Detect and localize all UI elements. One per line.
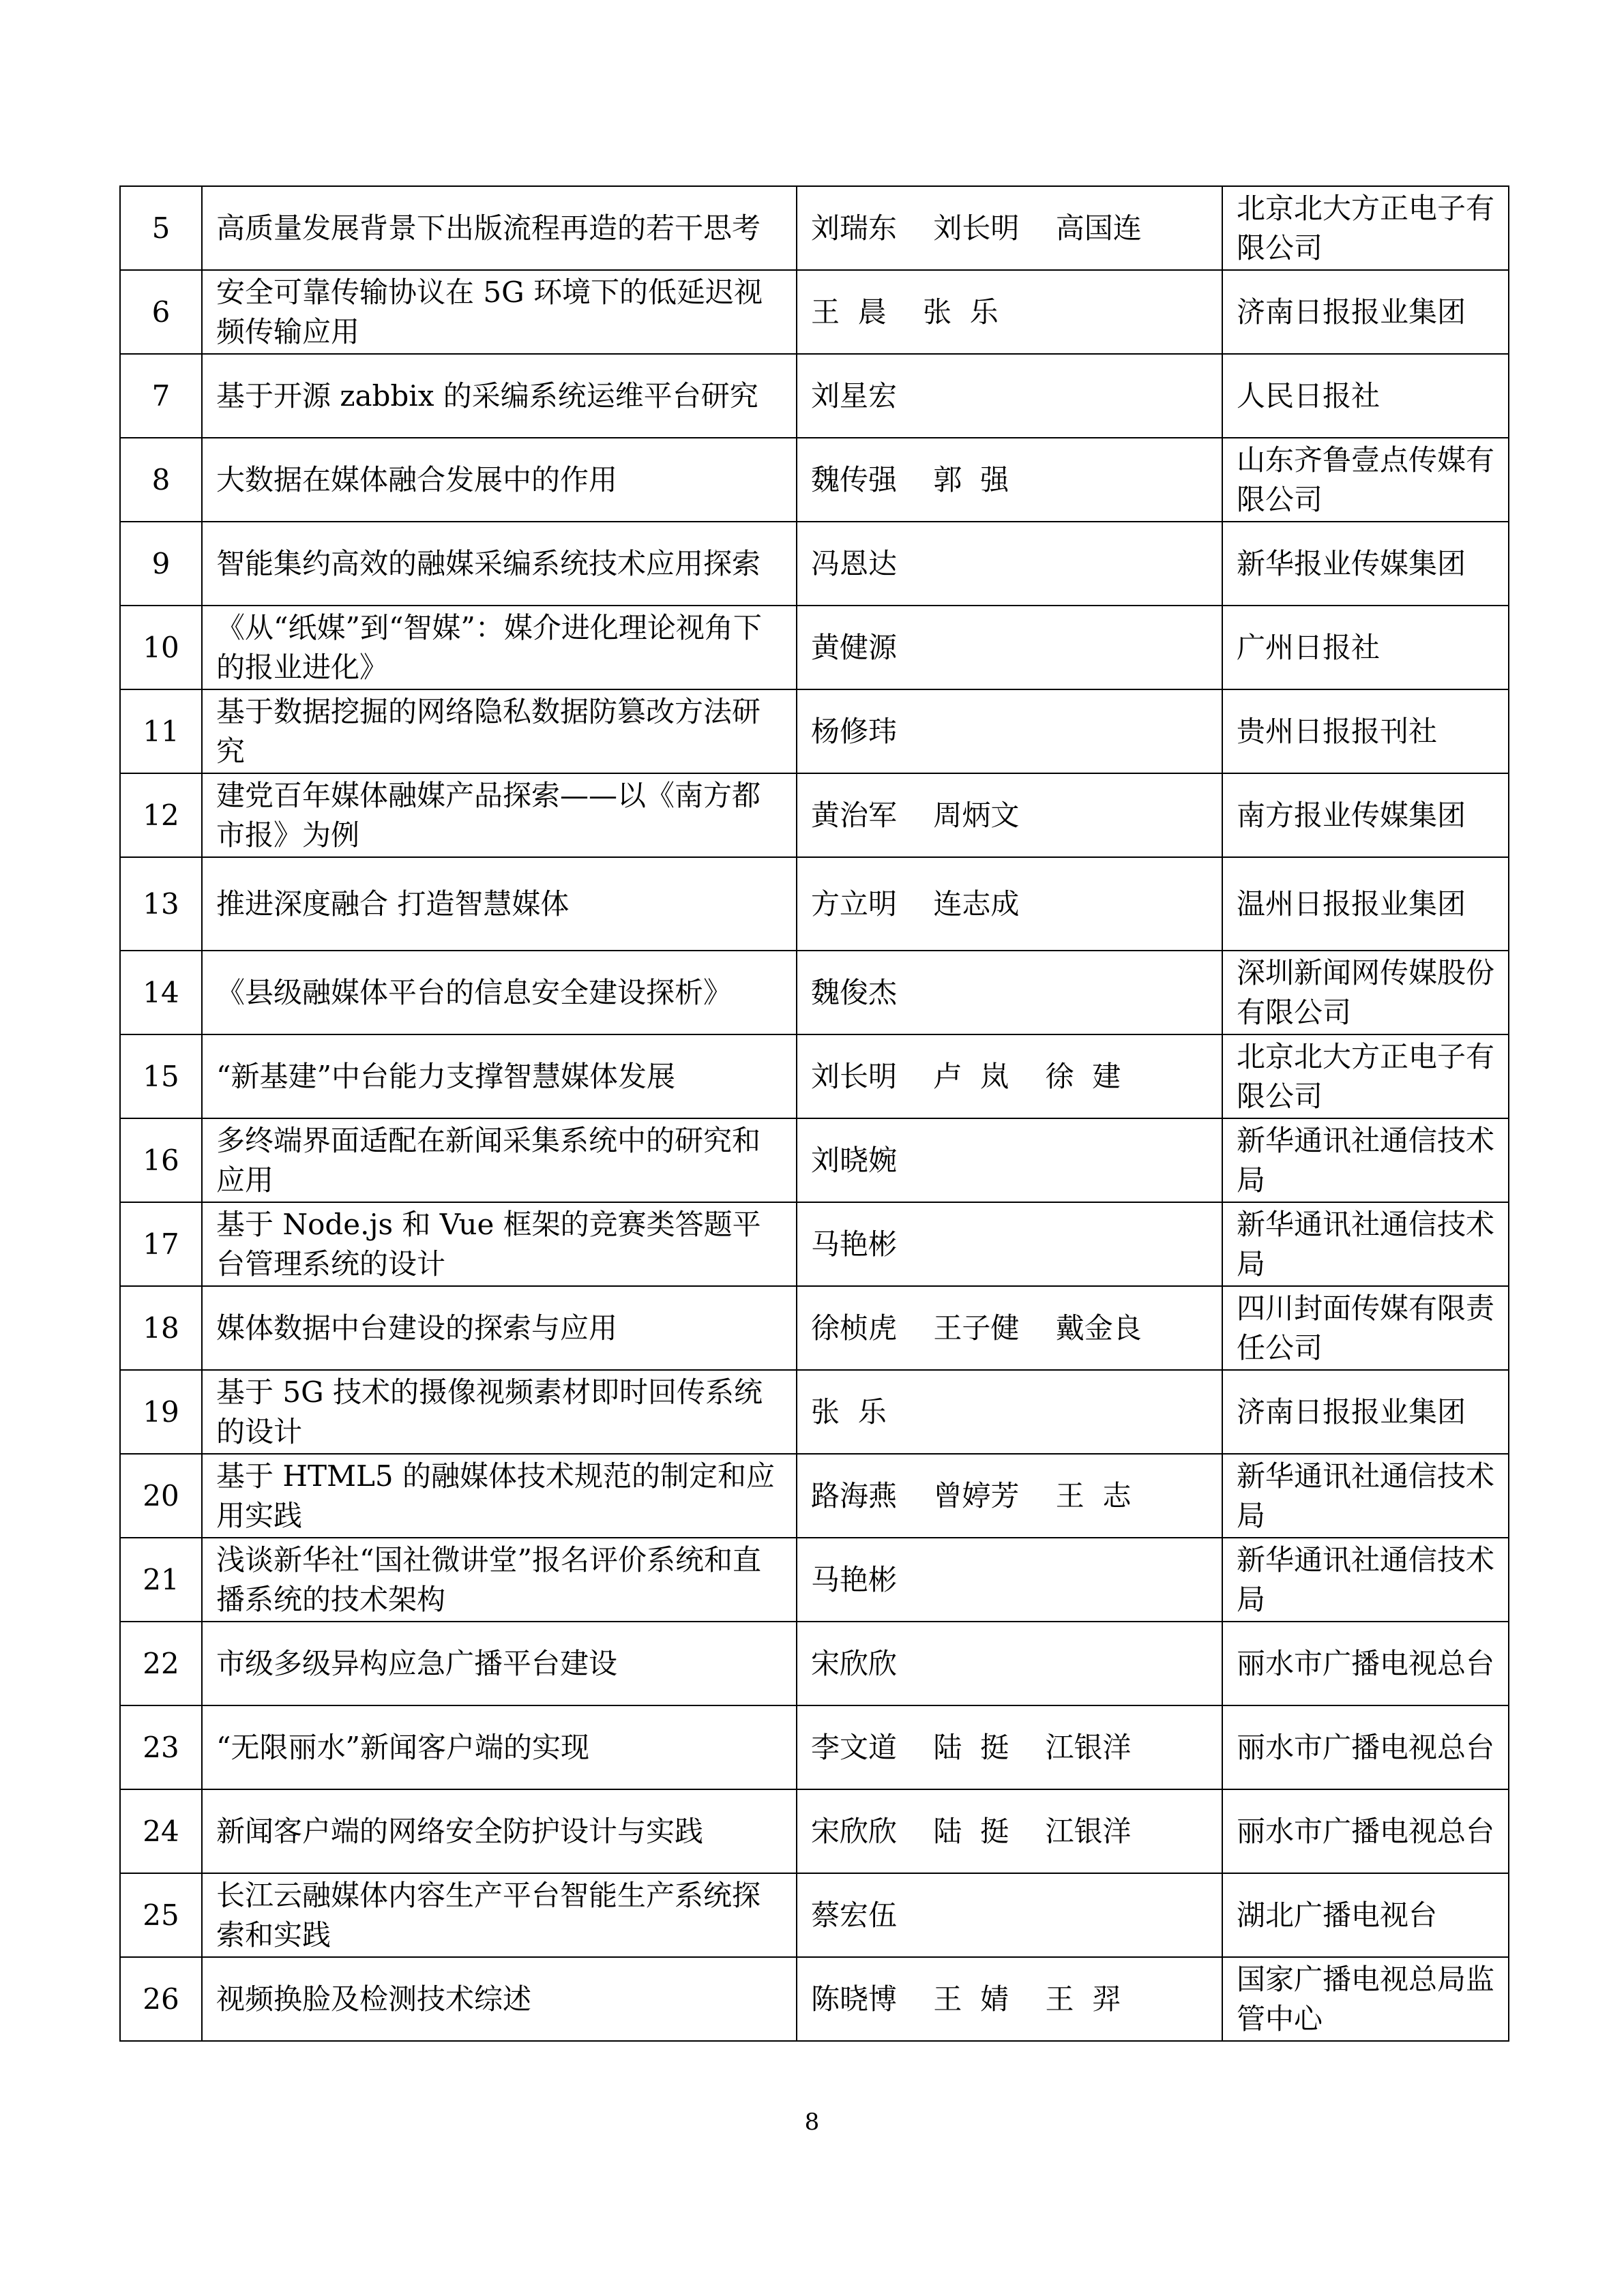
author-unit: 北京北大方正电子有限公司 xyxy=(1222,1034,1509,1118)
author-unit: 丽水市广播电视总台 xyxy=(1222,1705,1509,1789)
paper-title: 长江云融媒体内容生产平台智能生产系统探索和实践 xyxy=(202,1873,797,1957)
author-unit: 广州日报社 xyxy=(1222,606,1509,689)
table-row xyxy=(120,689,1509,773)
paper-authors: 王 晨 张 乐 xyxy=(797,270,1222,354)
author-unit: 济南日报报业集团 xyxy=(1222,1370,1509,1454)
table-row xyxy=(120,1789,1509,1873)
paper-title: 《县级融媒体平台的信息安全建设探析》 xyxy=(202,951,797,1034)
paper-title: 基于数据挖掘的网络隐私数据防篡改方法研究 xyxy=(202,689,797,773)
author-unit: 新华通讯社通信技术局 xyxy=(1222,1118,1509,1202)
row-number: 8 xyxy=(120,438,202,522)
table-row xyxy=(120,1873,1509,1957)
paper-authors: 杨修玮 xyxy=(797,689,1222,773)
table-row xyxy=(120,186,1509,270)
row-number: 18 xyxy=(120,1286,202,1370)
table-row xyxy=(120,1118,1509,1202)
author-unit: 贵州日报报刊社 xyxy=(1222,689,1509,773)
author-unit: 四川封面传媒有限责任公司 xyxy=(1222,1286,1509,1370)
row-number: 13 xyxy=(120,857,202,951)
row-number: 10 xyxy=(120,606,202,689)
paper-authors: 黄治军 周炳文 xyxy=(797,773,1222,857)
row-number: 5 xyxy=(120,186,202,270)
paper-title: 新闻客户端的网络安全防护设计与实践 xyxy=(202,1789,797,1873)
paper-authors: 李文道 陆 挺 江银洋 xyxy=(797,1705,1222,1789)
paper-authors: 陈晓博 王 婧 王 羿 xyxy=(797,1957,1222,2041)
row-number: 15 xyxy=(120,1034,202,1118)
paper-authors: 魏俊杰 xyxy=(797,951,1222,1034)
paper-authors: 方立明 连志成 xyxy=(797,857,1222,951)
author-unit: 山东齐鲁壹点传媒有限公司 xyxy=(1222,438,1509,522)
row-number: 19 xyxy=(120,1370,202,1454)
author-unit: 湖北广播电视台 xyxy=(1222,1873,1509,1957)
row-number: 6 xyxy=(120,270,202,354)
author-unit: 新华通讯社通信技术局 xyxy=(1222,1538,1509,1622)
table-row xyxy=(120,354,1509,438)
author-unit: 新华通讯社通信技术局 xyxy=(1222,1202,1509,1286)
row-number: 11 xyxy=(120,689,202,773)
table-row xyxy=(120,606,1509,689)
paper-authors: 马艳彬 xyxy=(797,1538,1222,1622)
author-unit: 国家广播电视总局监管中心 xyxy=(1222,1957,1509,2041)
paper-authors: 张 乐 xyxy=(797,1370,1222,1454)
table-row xyxy=(120,1957,1509,2041)
paper-list-body xyxy=(120,186,1509,2041)
paper-authors: 刘长明 卢 岚 徐 建 xyxy=(797,1034,1222,1118)
table-row xyxy=(120,1286,1509,1370)
author-unit: 新华报业传媒集团 xyxy=(1222,522,1509,606)
table-row xyxy=(120,773,1509,857)
paper-authors: 宋欣欣 xyxy=(797,1622,1222,1705)
table-row xyxy=(120,951,1509,1034)
table-row xyxy=(120,438,1509,522)
row-number: 14 xyxy=(120,951,202,1034)
author-unit: 温州日报报业集团 xyxy=(1222,857,1509,951)
paper-authors: 黄健源 xyxy=(797,606,1222,689)
paper-authors: 刘晓婉 xyxy=(797,1118,1222,1202)
author-unit: 济南日报报业集团 xyxy=(1222,270,1509,354)
paper-title: 推进深度融合 打造智慧媒体 xyxy=(202,857,797,951)
paper-authors: 路海燕 曾婷芳 王 志 xyxy=(797,1454,1222,1538)
author-unit: 人民日报社 xyxy=(1222,354,1509,438)
paper-title: 基于 HTML5 的融媒体技术规范的制定和应用实践 xyxy=(202,1454,797,1538)
paper-list-table xyxy=(119,185,1509,2042)
paper-title: 智能集约高效的融媒采编系统技术应用探索 xyxy=(202,522,797,606)
paper-title: 建党百年媒体融媒产品探索——以《南方都市报》为例 xyxy=(202,773,797,857)
paper-authors: 马艳彬 xyxy=(797,1202,1222,1286)
paper-authors: 徐桢虎 王子健 戴金良 xyxy=(797,1286,1222,1370)
paper-title: 安全可靠传输协议在 5G 环境下的低延迟视频传输应用 xyxy=(202,270,797,354)
table-row xyxy=(120,1622,1509,1705)
paper-title: 基于 5G 技术的摄像视频素材即时回传系统的设计 xyxy=(202,1370,797,1454)
page-number: 8 xyxy=(804,2108,820,2136)
table-row xyxy=(120,1202,1509,1286)
paper-title: 多终端界面适配在新闻采集系统中的研究和应用 xyxy=(202,1118,797,1202)
table-row xyxy=(120,270,1509,354)
row-number: 17 xyxy=(120,1202,202,1286)
paper-authors: 冯恩达 xyxy=(797,522,1222,606)
author-unit: 新华通讯社通信技术局 xyxy=(1222,1454,1509,1538)
row-number: 21 xyxy=(120,1538,202,1622)
author-unit: 丽水市广播电视总台 xyxy=(1222,1789,1509,1873)
author-unit: 南方报业传媒集团 xyxy=(1222,773,1509,857)
paper-title: “无限丽水”新闻客户端的实现 xyxy=(202,1705,797,1789)
row-number: 20 xyxy=(120,1454,202,1538)
paper-title: 媒体数据中台建设的探索与应用 xyxy=(202,1286,797,1370)
table-row xyxy=(120,1370,1509,1454)
paper-title: 基于 Node.js 和 Vue 框架的竞赛类答题平台管理系统的设计 xyxy=(202,1202,797,1286)
paper-title: 大数据在媒体融合发展中的作用 xyxy=(202,438,797,522)
paper-authors: 魏传强 郭 强 xyxy=(797,438,1222,522)
paper-title: 市级多级异构应急广播平台建设 xyxy=(202,1622,797,1705)
paper-title: 浅谈新华社“国社微讲堂”报名评价系统和直播系统的技术架构 xyxy=(202,1538,797,1622)
author-unit: 丽水市广播电视总台 xyxy=(1222,1622,1509,1705)
author-unit: 深圳新闻网传媒股份有限公司 xyxy=(1222,951,1509,1034)
author-unit: 北京北大方正电子有限公司 xyxy=(1222,186,1509,270)
table-row xyxy=(120,1454,1509,1538)
row-number: 24 xyxy=(120,1789,202,1873)
paper-title: 视频换脸及检测技术综述 xyxy=(202,1957,797,2041)
paper-title: 基于开源 zabbix 的采编系统运维平台研究 xyxy=(202,354,797,438)
paper-title: “新基建”中台能力支撑智慧媒体发展 xyxy=(202,1034,797,1118)
paper-title: 《从“纸媒”到“智媒”：媒介进化理论视角下的报业进化》 xyxy=(202,606,797,689)
row-number: 25 xyxy=(120,1873,202,1957)
table-row xyxy=(120,857,1509,951)
table-row xyxy=(120,1538,1509,1622)
table-row xyxy=(120,1034,1509,1118)
row-number: 12 xyxy=(120,773,202,857)
row-number: 23 xyxy=(120,1705,202,1789)
row-number: 22 xyxy=(120,1622,202,1705)
row-number: 7 xyxy=(120,354,202,438)
row-number: 26 xyxy=(120,1957,202,2041)
paper-authors: 蔡宏伍 xyxy=(797,1873,1222,1957)
row-number: 16 xyxy=(120,1118,202,1202)
row-number: 9 xyxy=(120,522,202,606)
paper-authors: 刘瑞东 刘长明 高国连 xyxy=(797,186,1222,270)
paper-title: 高质量发展背景下出版流程再造的若干思考 xyxy=(202,186,797,270)
table-row xyxy=(120,1705,1509,1789)
paper-authors: 刘星宏 xyxy=(797,354,1222,438)
table-row xyxy=(120,522,1509,606)
paper-authors: 宋欣欣 陆 挺 江银洋 xyxy=(797,1789,1222,1873)
